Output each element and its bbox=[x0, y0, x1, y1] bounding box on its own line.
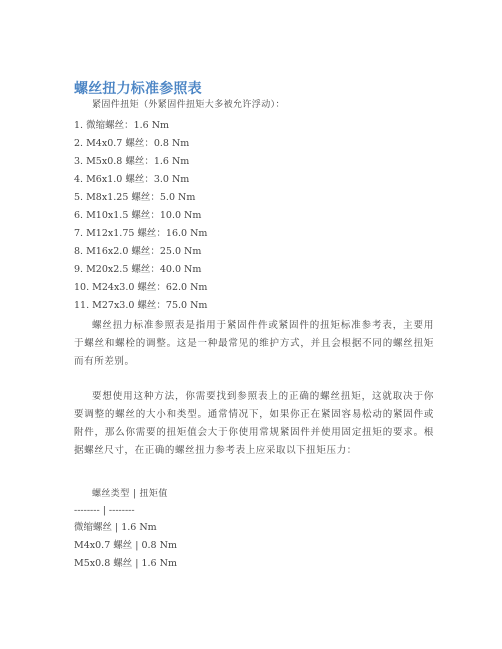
list-item: 8. M16x2.0 螺丝：25.0 Nm bbox=[74, 246, 202, 257]
doc-subtitle: 紧固件扭矩（外紧固件扭矩大多被允许浮动）： bbox=[92, 100, 285, 110]
list-item: 7. M12x1.75 螺丝：16.0 Nm bbox=[74, 228, 208, 239]
list-item: 6. M10x1.5 螺丝：10.0 Nm bbox=[74, 210, 202, 221]
list-item: 2. M4x0.7 螺丝：0.8 Nm bbox=[74, 138, 190, 149]
doc-title: 螺丝扭力标准参照表 bbox=[74, 81, 202, 97]
list-item: 11. M27x3.0 螺丝：75.0 Nm bbox=[74, 300, 208, 311]
table-separator: -------- | -------- bbox=[74, 505, 135, 516]
list-item: 1. 微缩螺丝：1.6 Nm bbox=[74, 120, 170, 131]
list-item: 5. M8x1.25 螺丝：5.0 Nm bbox=[74, 192, 196, 203]
table-header: 螺丝类型 | 扭矩值 bbox=[92, 489, 168, 499]
table-row: M5x0.8 螺丝 | 1.6 Nm bbox=[74, 558, 177, 569]
list-item: 9. M20x2.5 螺丝：40.0 Nm bbox=[74, 264, 202, 275]
list-item: 10. M24x3.0 螺丝：62.0 Nm bbox=[74, 282, 208, 293]
paragraph-usage: 要想使用这种方法，你需要找到参照表上的正确的螺丝扭矩，这就取决于你要调整的螺丝的大小和类型。通常情况下，如果你正在紧固容易松动的紧固件或附件，那么你需要的扭矩值会大于你使用常规紧固件并使用固定扭矩的要求。根据螺丝尺寸，在正确的螺丝扭力参考表上应采取以下扭矩压力： bbox=[74, 391, 434, 456]
paragraph-intro: 螺丝扭力标准参照表是指用于紧固件件或紧固件的扭矩标准参考表，主要用于螺丝和螺栓的调整。这是一种最常见的维护方式，并且会根据不同的螺丝扭矩而有所差别。 bbox=[74, 320, 434, 367]
table-row: M4x0.7 螺丝 | 0.8 Nm bbox=[74, 540, 177, 551]
list-item: 4. M6x1.0 螺丝：3.0 Nm bbox=[74, 174, 190, 185]
table-row: 微缩螺丝 | 1.6 Nm bbox=[74, 522, 157, 533]
list-item: 3. M5x0.8 螺丝：1.6 Nm bbox=[74, 156, 190, 167]
